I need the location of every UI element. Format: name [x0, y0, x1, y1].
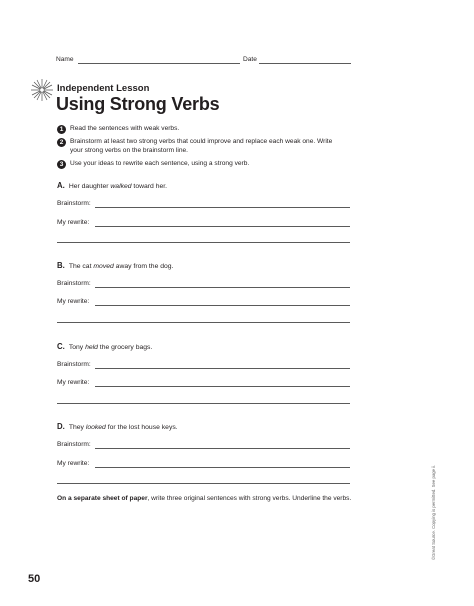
brainstorm-label: Brainstorm: — [57, 361, 91, 368]
brainstorm-line-b[interactable] — [95, 287, 350, 288]
brainstorm-label: Brainstorm: — [57, 441, 91, 448]
step-2-icon: 2 — [57, 138, 66, 147]
rewrite-label: My rewrite: — [57, 219, 90, 226]
rewrite-label: My rewrite: — [57, 460, 90, 467]
rewrite-line-a2[interactable] — [57, 242, 350, 243]
sentence-d: D. They looked for the lost house keys. — [57, 422, 178, 431]
date-field[interactable] — [259, 63, 351, 64]
rewrite-line-a1[interactable] — [95, 226, 350, 227]
sentence-c: C. Tony held the grocery bags. — [57, 342, 153, 351]
item-letter: A. — [57, 181, 65, 190]
rewrite-line-b1[interactable] — [95, 305, 350, 306]
instruction-3: Use your ideas to rewrite each sentence, using a strong verb. — [70, 160, 250, 167]
sentence-b: B. The cat moved away from the dog. — [57, 261, 174, 270]
step-1-icon: 1 — [57, 125, 66, 134]
brainstorm-label: Brainstorm: — [57, 280, 91, 287]
closing-instruction: On a separate sheet of paper, write three original sentences with strong verbs. Underline the verbs. — [57, 495, 352, 502]
item-letter: D. — [57, 422, 65, 431]
brainstorm-line-d[interactable] — [95, 448, 350, 449]
sentence-a: A. Her daughter walked toward her. — [57, 181, 168, 190]
rewrite-line-b2[interactable] — [57, 322, 350, 323]
page-number: 50 — [28, 573, 41, 585]
rewrite-line-c1[interactable] — [95, 386, 350, 387]
lesson-kicker: Independent Lesson — [57, 83, 150, 94]
instruction-2: Brainstorm at least two strong verbs that could improve and replace each weak one. Write your strong verbs on the brainstorm line. — [70, 138, 333, 154]
weak-verb: moved — [93, 263, 114, 270]
date-label: Date — [243, 56, 257, 63]
rewrite-line-d2[interactable] — [57, 483, 350, 484]
weak-verb: held — [85, 344, 98, 351]
lesson-title: Using Strong Verbs — [56, 94, 220, 114]
name-field[interactable] — [78, 63, 240, 64]
brainstorm-line-a[interactable] — [95, 207, 350, 208]
weak-verb: walked — [110, 183, 132, 190]
step-3-icon: 3 — [57, 160, 66, 169]
brainstorm-label: Brainstorm: — [57, 200, 91, 207]
item-letter: C. — [57, 342, 65, 351]
weak-verb: looked — [85, 424, 106, 431]
rewrite-line-c2[interactable] — [57, 403, 350, 404]
brainstorm-line-c[interactable] — [95, 368, 350, 369]
starburst-icon — [30, 78, 54, 102]
name-label: Name — [56, 56, 74, 63]
rewrite-label: My rewrite: — [57, 379, 90, 386]
item-letter: B. — [57, 261, 65, 270]
rewrite-line-d1[interactable] — [95, 467, 350, 468]
copyright-note: ©Great Source. Copying is permitted. See page ii. — [431, 464, 436, 560]
rewrite-label: My rewrite: — [57, 298, 90, 305]
instruction-1: Read the sentences with weak verbs. — [70, 125, 180, 132]
